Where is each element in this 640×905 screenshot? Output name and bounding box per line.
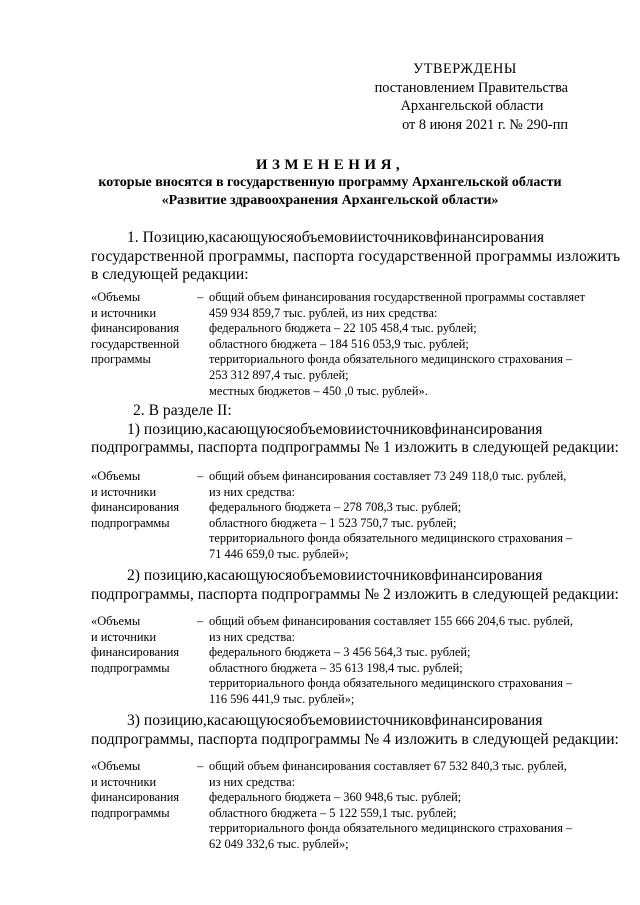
table-line: 116 596 441,9 тыс. рублей»; (209, 691, 355, 706)
paragraph-item-3 (91, 567, 619, 604)
heading-line: «Развитие здравоохранения Архангельской области» (161, 193, 499, 208)
word: и (347, 712, 356, 729)
financing-table-1 (91, 290, 601, 400)
approval-title: УТВЕРЖДЕНЫ (413, 61, 517, 77)
paragraph-line: государственной программы, паспорта государственной программы изложить (91, 247, 621, 265)
word: объемов (293, 229, 350, 246)
table-dash: – (197, 290, 204, 304)
approval-line: Архангельской области (400, 98, 544, 114)
table-line: из них средства: (209, 629, 296, 644)
word: и (349, 229, 358, 246)
table-line: подпрограммы (91, 805, 170, 820)
word: финансирования (433, 229, 545, 246)
word: касающуюся (206, 712, 293, 729)
table-line: подпрограммы (91, 515, 170, 530)
word: 2) позицию, (127, 567, 207, 584)
table-line: общий объем финансирования составляет 155 666 204,6 тыс. рублей, (209, 614, 574, 628)
table-line: «Объемы (91, 290, 141, 304)
table-line: подпрограммы (91, 660, 170, 675)
table-line: и источники (91, 629, 157, 644)
word: 1) позицию, (127, 420, 207, 438)
table-line: территориального фонда обязательного медицинского страхования – (209, 821, 573, 836)
word: финансирования (431, 567, 543, 584)
table-line: общий объем финансирования государственной программы составляет (209, 290, 585, 304)
word: и (347, 420, 356, 438)
word: источников (356, 712, 432, 729)
word: финансирования (431, 712, 543, 729)
table-line: областного бюджета – 184 516 053,9 тыс. рублей; (209, 336, 469, 351)
word: касающуюся (208, 229, 294, 246)
paragraph-item-2 (91, 402, 619, 458)
table-line: областного бюджета – 1 523 750,7 тыс. рублей; (209, 515, 457, 530)
table-line: федерального бюджета – 360 948,6 тыс. рублей; (209, 790, 462, 805)
financing-table-4 (91, 759, 601, 853)
justified-line (91, 229, 597, 248)
justified-line (91, 421, 597, 440)
table-label-column (91, 759, 191, 821)
table-line: программы (91, 352, 151, 367)
justified-line (91, 567, 597, 586)
table-line: общий объем финансирования составляет 73 249 118,0 тыс. рублей, (209, 469, 567, 483)
table-dash: – (197, 469, 204, 483)
paragraph-item-4 (91, 712, 619, 749)
table-line: федерального бюджета – 278 708,3 тыс. рублей; (209, 500, 462, 515)
heading-title: ИЗМЕНЕНИЯ, (255, 157, 405, 173)
financing-table-2 (91, 469, 601, 563)
table-label-column (91, 290, 191, 368)
table-line: «Объемы (91, 614, 141, 628)
table-line: территориального фонда обязательного медицинского страхования – (209, 352, 573, 367)
table-line: финансирования (91, 645, 180, 660)
word: источников (357, 229, 434, 246)
table-line: федерального бюджета – 3 456 564,3 тыс. рублей; (209, 645, 471, 660)
table-line: «Объемы (91, 759, 141, 773)
table-label-column (91, 614, 191, 676)
paragraph-item-1 (91, 229, 621, 285)
table-line: «Объемы (91, 469, 141, 483)
paragraph-line: подпрограммы, паспорта подпрограммы № 2 изложить в следующей редакции: (91, 585, 619, 603)
table-value-column (209, 614, 601, 708)
table-dash: – (197, 614, 204, 628)
table-line: из них средства: (209, 484, 296, 499)
word: 1. Позицию, (127, 229, 209, 246)
word: объемов (292, 712, 348, 729)
table-label-column (91, 469, 191, 531)
table-line: федерального бюджета – 22 105 458,4 тыс. рублей; (209, 321, 477, 336)
word: касающуюся (206, 567, 293, 584)
table-line: 459 934 859,7 тыс. рублей, из них средства: (209, 305, 438, 320)
table-value-column (209, 290, 601, 399)
table-line: и источники (91, 484, 157, 499)
word: объемов (292, 567, 348, 584)
approval-stamp (362, 60, 568, 134)
paragraph-line: подпрограммы, паспорта подпрограммы № 4 изложить в следующей редакции: (91, 730, 619, 748)
word: источников (356, 567, 432, 584)
word: финансирования (431, 420, 543, 438)
table-line: 62 049 332,6 тыс. рублей»; (209, 836, 349, 851)
paragraph-line: в следующей редакции: (91, 266, 249, 284)
word: источников (356, 420, 432, 438)
table-line: и источники (91, 305, 157, 320)
table-line: местных бюджетов – 450 ,0 тыс. рублей». (209, 383, 428, 398)
document-heading (60, 156, 600, 210)
table-line: и источники (91, 774, 157, 789)
table-value-column (209, 469, 601, 563)
word: объемов (292, 420, 348, 438)
table-line: общий объем финансирования составляет 67 532 840,3 тыс. рублей, (209, 759, 567, 773)
financing-table-3 (91, 614, 601, 708)
section-heading: 2. В разделе II: (133, 402, 232, 419)
table-line: финансирования (91, 790, 180, 805)
approval-line: постановлением Правительства (374, 79, 568, 96)
table-line: финансирования (91, 321, 180, 336)
table-line: областного бюджета – 5 122 559,1 тыс. рублей; (209, 805, 457, 820)
approval-line: от 8 июня 2021 г. № 290-пп (402, 116, 568, 133)
table-line: финансирования (91, 500, 180, 515)
word: касающуюся (206, 420, 293, 438)
table-line: территориального фонда обязательного медицинского страхования – (209, 676, 573, 691)
paragraph-line: подпрограммы, паспорта подпрограммы № 1 изложить в следующей редакции: (91, 439, 619, 457)
table-line: областного бюджета – 35 613 198,4 тыс. рублей; (209, 660, 463, 675)
heading-line: которые вносятся в государственную программу Архангельской области (98, 175, 562, 190)
table-line: территориального фонда обязательного медицинского страхования – (209, 531, 573, 546)
word: и (347, 567, 356, 584)
table-line: из них средства: (209, 774, 296, 789)
word: 3) позицию, (127, 712, 207, 729)
table-line: государственной (91, 336, 180, 351)
justified-line (91, 712, 597, 731)
table-line: 71 446 659,0 тыс. рублей»; (209, 546, 349, 561)
table-line: 253 312 897,4 тыс. рублей; (209, 367, 349, 382)
table-value-column (209, 759, 601, 853)
table-dash: – (197, 759, 204, 773)
